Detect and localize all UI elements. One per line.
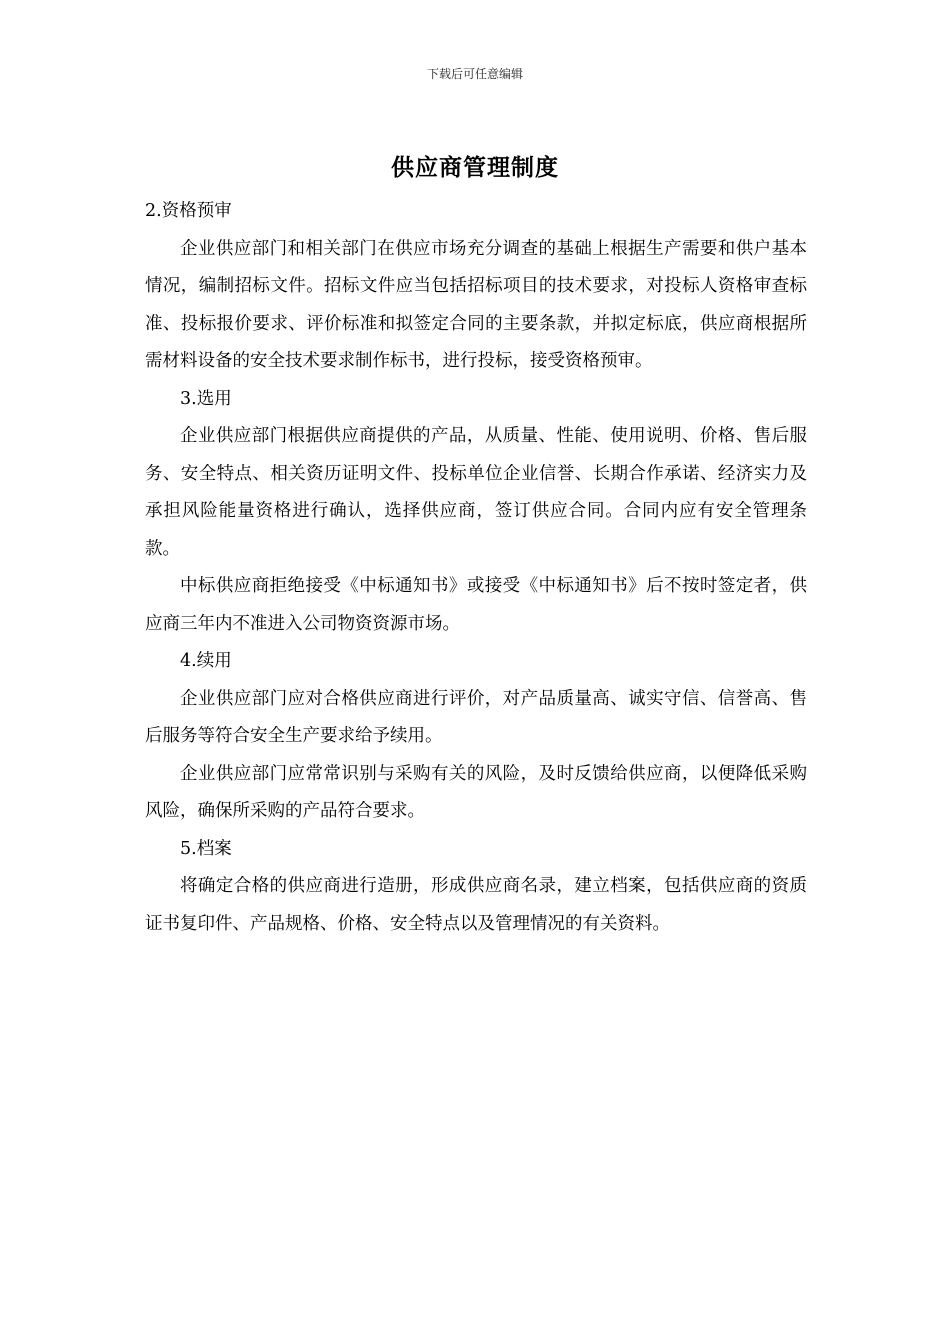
header-note: 下载后可任意编辑 bbox=[426, 67, 523, 81]
section-heading-continuation: 4.续用 bbox=[180, 651, 232, 671]
paragraph-qualification: 企业供应部门和相关部门在供应市场充分调查的基础上根据生产需要和供户基本情况，编制招标文件。招标文件应当包括招标项目的技术要求，对投标人资格审查标准、投标报价要求、评价标准和拟签定合同的主要条款，并拟定标底，供应商根据所需材料设备的安全技术要求制作标书，进行投标，接受资格预审。 bbox=[145, 238, 807, 371]
paragraph-selection-penalty: 中标供应商拒绝接受《中标通知书》或接受《中标通知书》后不按时签定者，供应商三年内不准进入公司物资资源市场。 bbox=[145, 576, 807, 634]
paragraph-risk: 企业供应部门应常常识别与采购有关的风险，及时反馈给供应商，以便降低采购风险，确保所采购的产品符合要求。 bbox=[145, 763, 807, 821]
paragraph-archive: 将确定合格的供应商进行造册，形成供应商名录，建立档案，包括供应商的资质证书复印件、产品规格、价格、安全特点以及管理情况的有关资料。 bbox=[145, 876, 807, 934]
paragraph-selection: 企业供应部门根据供应商提供的产品，从质量、性能、使用说明、价格、售后服务、安全特点、相关资历证明文件、投标单位企业信誉、长期合作承诺、经济实力及承担风险能量资格进行确认，选择供应商，签订供应合同。合同内应有安全管理条款。 bbox=[145, 426, 807, 559]
section-heading-archive: 5.档案 bbox=[180, 838, 232, 859]
section-heading-selection: 3.选用 bbox=[180, 388, 232, 409]
paragraph-continuation: 企业供应部门应对合格供应商进行评价，对产品质量高、诚实守信、信誉高、售后服务等符合安全生产要求给予续用。 bbox=[145, 688, 807, 746]
document-body bbox=[145, 193, 807, 943]
section-heading-qualification: 2.资格预审 bbox=[145, 201, 232, 221]
document-title: 供应商管理制度 bbox=[391, 155, 559, 181]
